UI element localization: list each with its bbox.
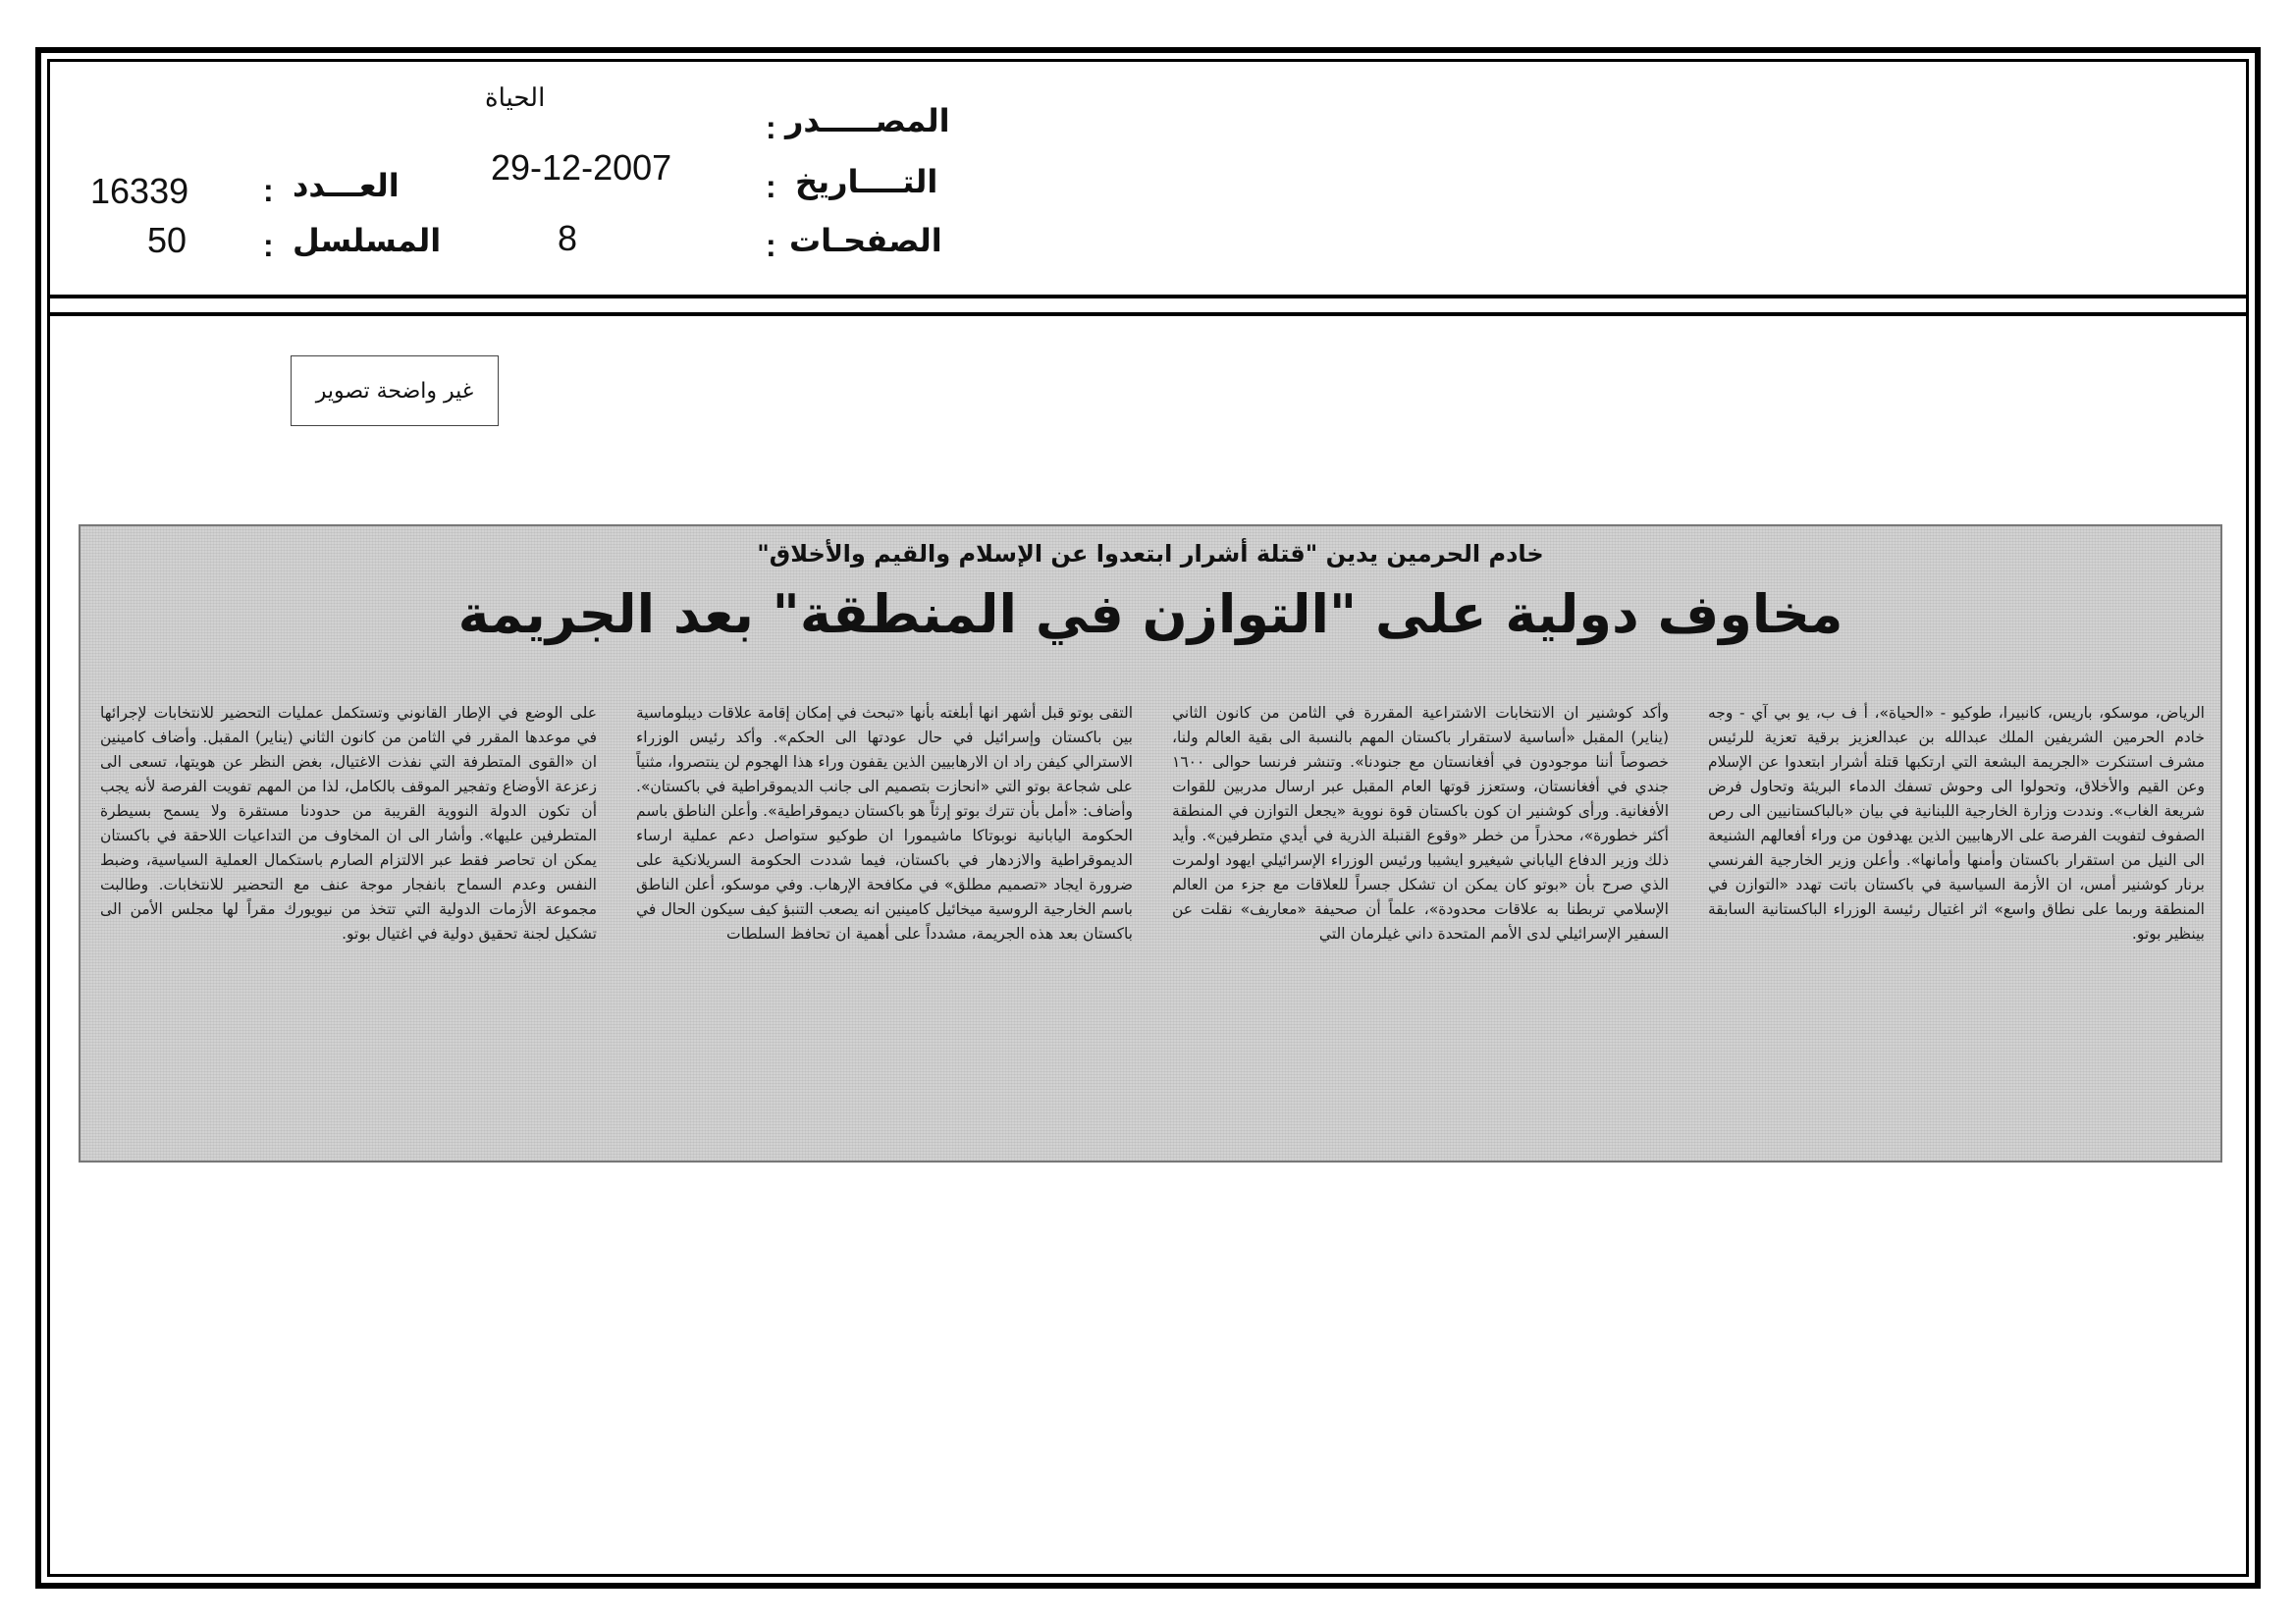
unclear-copy-note: غير واضحة تصوير <box>291 355 499 426</box>
serial-label: المسلسل <box>293 222 442 259</box>
pages-value: 8 <box>558 218 578 258</box>
serial-value: 50 <box>147 220 187 260</box>
article-column-2: وأكد كوشنير ان الانتخابات الاشتراعية المقررة في الثامن من كانون الثاني (يناير) المقبل «أساسية لاستقرار باكستان المهم بالنسبة الى بقية العالم ولنا، خصوصاً أننا موجودون في أفغانستان مع جنودنا». وتنشر فرنسا حوالى ١٦٠٠ جندي في أفغانستان، وستعزز قوتها العام المقبل عبر ارسال مدربين للقوات الأفغانية. ورأى كوشنير ان كون باكستان قوة نووية «يجعل التوازن في المنطقة أكثر خطورة»، محذراً من خطر «وقوع القنبلة الذرية في أيدي متطرفين». وأيد ذلك وزير الدفاع الياباني شيغيرو ايشيبا ورئيس الوزراء الإسرائيلي ايهود اولمرت الذي صرح بأن «بوتو كان يمكن ان تشكل جسراً للعلاقات مع جزء من العالم الإسلامي تربطنا به علاقات محدودة»، علماً أن صحيفة «معاريف» نقلت عن السفير الإسرائيلي لدى الأمم المتحدة داني غيلرمان التي <box>1172 704 1669 943</box>
date-label: التــــاريخ <box>795 163 938 200</box>
date-colon: : <box>766 169 776 204</box>
newspaper-clipping <box>79 524 2222 1163</box>
date-value: 29-12-2007 <box>491 147 672 188</box>
article-columns <box>100 701 2205 1153</box>
article-column-4: على الوضع في الإطار القانوني وتستكمل عمليات التحضير للانتخابات لإجرائها في موعدها المقرر في الثامن من كانون الثاني (يناير) المقبل. وأضاف كامينين ان «القوى المتطرفة التي نفذت الاغتيال، بغض النظر عن هويتها، تسعى الى زعزعة الأوضاع وتفجير الموقف بالكامل، لذا من المهم تفويت الفرصة لأنه يجب أن تكون الدولة النووية القريبة من حدودنا مستقرة ولا يسمح بسيطرة المتطرفين عليها». وأشار الى ان المخاوف من التداعيات اللاحقة في باكستان يمكن ان تحاصر فقط عبر الالتزام الصارم باستكمال العملية السياسية، وضبط النفس وعدم السماح بانفجار موجة عنف مع التحضير للانتخابات. وطالبت مجموعة الأزمات الدولية التي تتخذ من نيويورك مقراً لها مجلس الأمن الى تشكيل لجنة تحقيق دولية في اغتيال بوتو. <box>100 704 597 943</box>
article-column-3: التقى بوتو قبل أشهر انها أبلغته بأنها «تبحث في إمكان إقامة علاقات ديبلوماسية بين باكستان وإسرائيل في حال عودتها الى الحكم». وأكد رئيس الوزراء الاسترالي كيفن راد ان الارهابيين الذين يقفون وراء هذا الهجوم لن ينتصروا، مثنياً على شجاعة بوتو التي «انحازت بتصميم الى جانب الديموقراطية في باكستان». وأضاف: «أمل بأن تترك بوتو إرثاً هو باكستان ديموقراطية». وأعلن الناطق باسم الحكومة اليابانية نوبوتاكا ماشيمورا ان طوكيو ستواصل دعم عملية ارساء الديموقراطية والازدهار في باكستان، فيما شددت الحكومة السريلانكية على ضرورة ايجاد «تصميم مطلق» في مكافحة الإرهاب. وفي موسكو، أعلن الناطق باسم الخارجية الروسية ميخائيل كامينين انه يصعب التنبؤ كيف سيكون الحال في باكستان بعد هذه الجريمة، مشدداً على أهمية ان تحافظ السلطات <box>636 704 1133 943</box>
source-value: الحياة <box>485 82 546 112</box>
article-column-1: الرياض، موسكو، باريس، كانبيرا، طوكيو - «الحياة»، أ ف ب، يو بي آي - وجه خادم الحرمين الشريفين الملك عبدالله بن عبدالعزيز برقية تعزية للرئيس مشرف استنكرت «الجريمة البشعة التي ارتكبها قتلة أشرار ابتعدوا عن الإسلام وعن القيم والأخلاق، وتحولوا الى وحوش تسفك الدماء البريئة وتحاول فرض شريعة الغاب». ونددت وزارة الخارجية اللبنانية في بيان «بالباكستانيين الى رص الصفوف لتفويت الفرصة على الارهابيين الذين يهدفون من وراء أفعالهم الشنيعة الى النيل من استقرار باكستان وأمنها وأمانها». وأعلن وزير الخارجية الفرنسي برنار كوشنير أمس، ان الأزمة السياسية في باكستان باتت تهدد «التوازن في المنطقة وربما على نطاق واسع» اثر اغتيال رئيسة الوزراء الباكستانية السابقة بينظير بوتو. <box>1708 704 2205 943</box>
issue-colon: : <box>263 173 274 208</box>
header-divider <box>47 295 2249 298</box>
issue-label: العـــدد <box>293 167 400 204</box>
article-headline: مخاوف دولية على "التوازن في المنطقة" بعد الجريمة <box>457 583 1843 645</box>
pages-label: الصفحـات <box>789 222 942 259</box>
source-label: المصـــــدر <box>785 102 950 139</box>
source-colon: : <box>766 110 776 145</box>
article-kicker: خادم الحرمين يدين "قتلة أشرار ابتعدوا عن الإسلام والقيم والأخلاق" <box>757 540 1544 568</box>
header-divider-double <box>47 312 2249 316</box>
issue-value: 16339 <box>90 171 189 211</box>
serial-colon: : <box>263 228 274 263</box>
pages-colon: : <box>766 228 776 263</box>
